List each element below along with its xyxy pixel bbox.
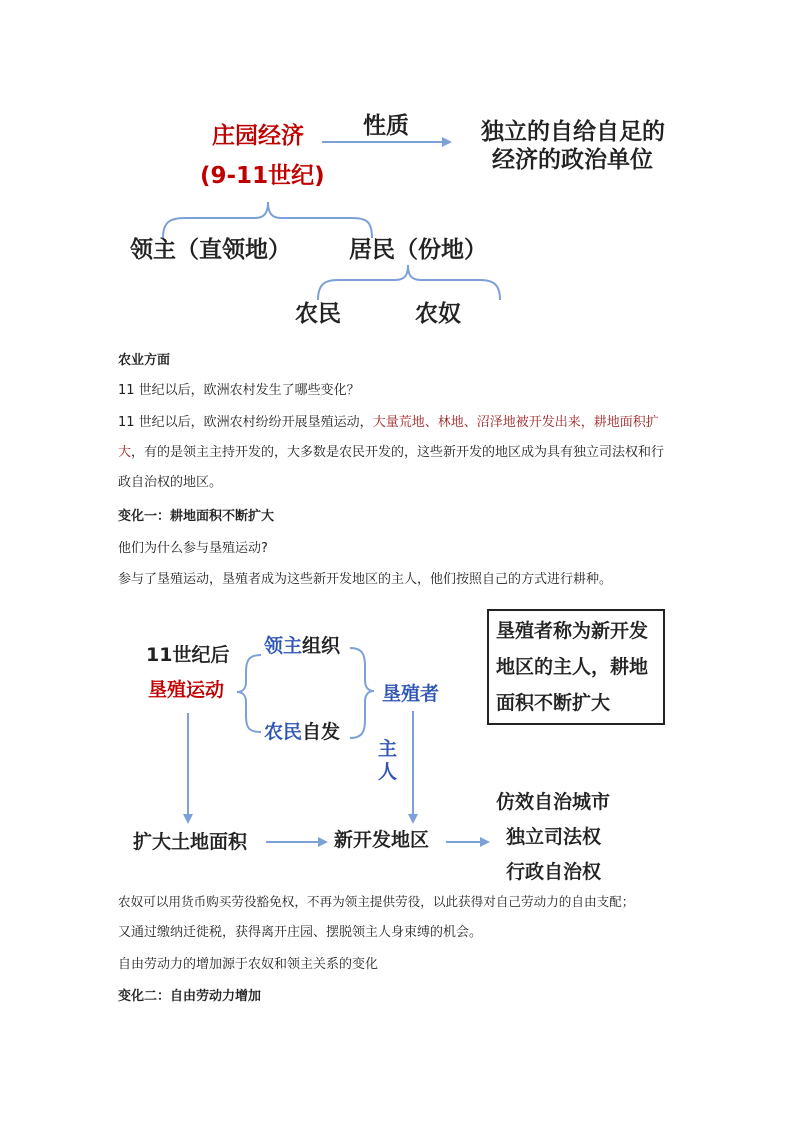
lord-domain: 领主（直领地） <box>130 237 291 263</box>
paragraph-masters: 参与了垦殖运动，垦殖者成为这些新开发地区的主人，他们按照自己的方式进行耕种。 <box>118 572 613 587</box>
residents-holdings: 居民（份地） <box>349 237 487 263</box>
brace-manor <box>163 202 372 238</box>
after-11th-century: 11世纪后 <box>146 644 230 666</box>
paragraph-serfs-line-2: 又通过缴纳迁徙税，获得离开庄园、摆脱领主人身束缚的机会。 <box>118 925 483 940</box>
summary-line-3: 面积不断扩大 <box>496 692 611 714</box>
master-char-2: 人 <box>378 761 398 783</box>
brace-residents <box>318 265 500 300</box>
settlers: 垦殖者 <box>382 683 440 705</box>
manor-economy-period: (9-11世纪) <box>200 163 325 189</box>
summary-box <box>487 609 665 725</box>
summary-line-1: 垦殖者称为新开发 <box>496 620 649 642</box>
heading-agriculture: 农业方面 <box>118 353 171 368</box>
question-changes: 11 世纪以后，欧洲农村发生了哪些变化？ <box>118 383 360 398</box>
nature-line-2: 经济的政治单位 <box>492 147 653 173</box>
peasants-label: 农民 <box>295 301 341 327</box>
change-one: 变化一：耕地面积不断扩大 <box>118 509 275 524</box>
result-autonomous-city: 仿效自治城市 <box>496 791 611 813</box>
peasant-spontaneous <box>264 720 340 744</box>
result-administrative-autonomy: 行政自治权 <box>506 861 602 883</box>
lord-organized <box>264 634 340 658</box>
para1-part-c: ，有的是领主主持开发的，大多数是农民开发的，这些新开发的地区成为具有独立司法权和行政自治权的地区。 <box>118 445 665 490</box>
paragraph-serfs-line-1: 农奴可以用货币购买劳役豁免权，不再为领主提供劳役，以此获得对自己劳动力的自由支配； <box>118 894 635 909</box>
organized-word: 组织 <box>302 635 341 657</box>
lord-word: 领主 <box>264 635 303 657</box>
summary-line-2: 地区的主人，耕地 <box>496 656 649 678</box>
para1-part-a: 11 世纪以后，欧洲农村纷纷开展垦殖运动， <box>118 415 373 430</box>
newly-developed-area: 新开发地区 <box>334 829 430 851</box>
spontaneous-word: 自发 <box>302 721 341 743</box>
result-judicial-power: 独立司法权 <box>506 826 602 848</box>
master-char-1: 主 <box>378 738 398 760</box>
brace-right <box>350 648 374 738</box>
paragraph-reclamation <box>118 408 676 498</box>
serfs-label: 农奴 <box>415 301 461 327</box>
question-why: 他们为什么参与垦殖运动? <box>118 541 268 556</box>
peasant-word: 农民 <box>264 721 303 743</box>
nature-line-1: 独立的自给自足的 <box>481 119 665 145</box>
expand-land-area: 扩大土地面积 <box>133 831 248 853</box>
brace-left <box>237 655 261 732</box>
paragraph-free-labor: 自由劳动力的增加源于农奴和领主关系的变化 <box>118 957 379 972</box>
change-two: 变化二：自由劳动力增加 <box>118 989 262 1004</box>
nature-label: 性质 <box>363 113 409 139</box>
reclamation-movement: 垦殖运动 <box>148 679 225 701</box>
para1-highlight: 大量荒地、林地、沼泽地被开发出来，耕地面积扩大 <box>118 415 659 460</box>
manor-economy-title: 庄园经济 <box>212 123 304 149</box>
